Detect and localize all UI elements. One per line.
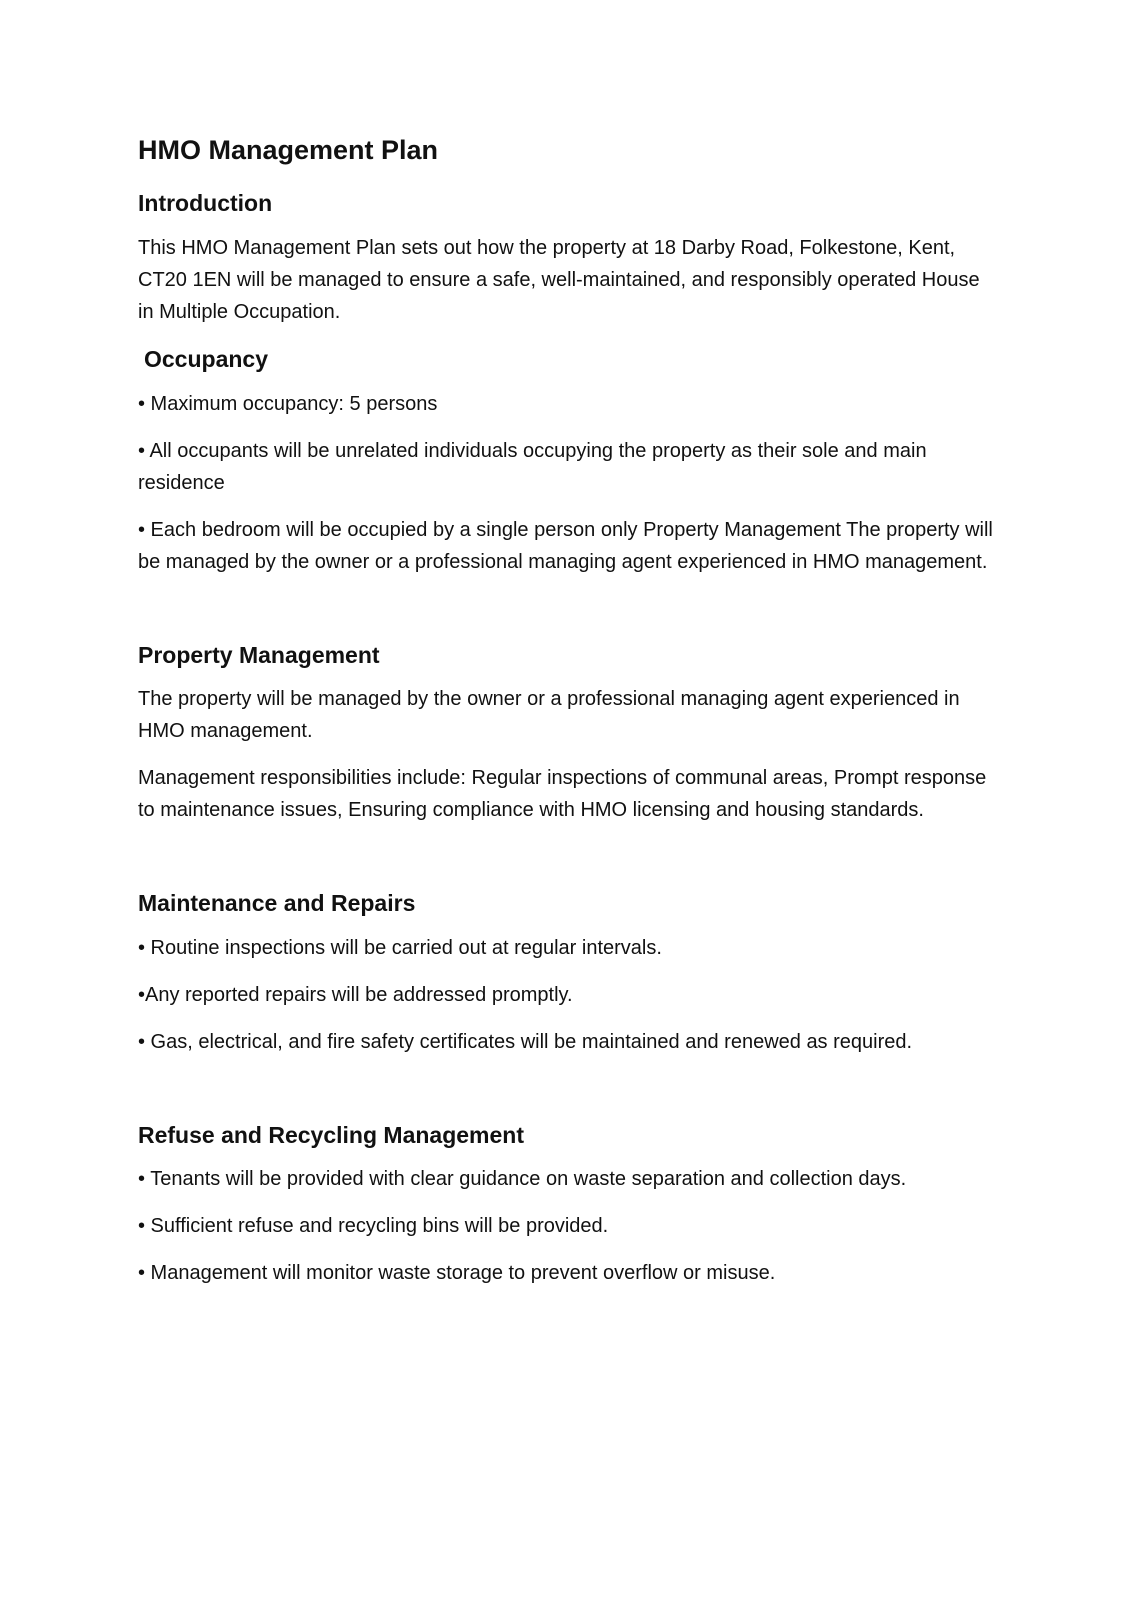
occupancy-heading: Occupancy [144,345,268,372]
maintenance-heading: Maintenance and Repairs [138,890,416,917]
maintenance-item: • Routine inspections will be carried out at regular intervals. [138,936,662,959]
property-management-paragraph: The property will be managed by the owner or a professional managing agent experienced in HMO management. [138,688,960,743]
refuse-heading: Refuse and Recycling Management [138,1121,524,1148]
introduction-heading: Introduction [138,190,273,217]
occupancy-item: • Maximum occupancy: 5 persons [138,392,438,415]
occupancy-item: • Each bedroom will be occupied by a single person only Property Management The property will be managed by the owner or a professional managing agent experienced in HMO management. [138,518,993,573]
occupancy-item: • All occupants will be unrelated individuals occupying the property as their sole and main residence [138,439,927,494]
refuse-item: • Tenants will be provided with clear guidance on waste separation and collection days. [138,1168,907,1191]
property-management-paragraph: Management responsibilities include: Regular inspections of communal areas, Prompt response to maintenance issues, Ensuring compliance with HMO licensing and housing standards. [138,767,987,822]
property-management-heading: Property Management [138,641,380,668]
refuse-item: • Sufficient refuse and recycling bins will be provided. [138,1215,609,1238]
refuse-item: • Management will monitor waste storage to prevent overflow or misuse. [138,1262,776,1285]
introduction-paragraph: This HMO Management Plan sets out how the property at 18 Darby Road, Folkestone, Kent, CT20 1EN will be managed to ensure a safe, well-maintained, and responsibly operated House in Multiple Occupation. [138,236,980,323]
document-body [138,134,998,1289]
document-title: HMO Management Plan [138,135,439,165]
maintenance-item: • Gas, electrical, and fire safety certificates will be maintained and renewed as required. [138,1030,913,1053]
maintenance-item: •Any reported repairs will be addressed promptly. [138,983,573,1006]
